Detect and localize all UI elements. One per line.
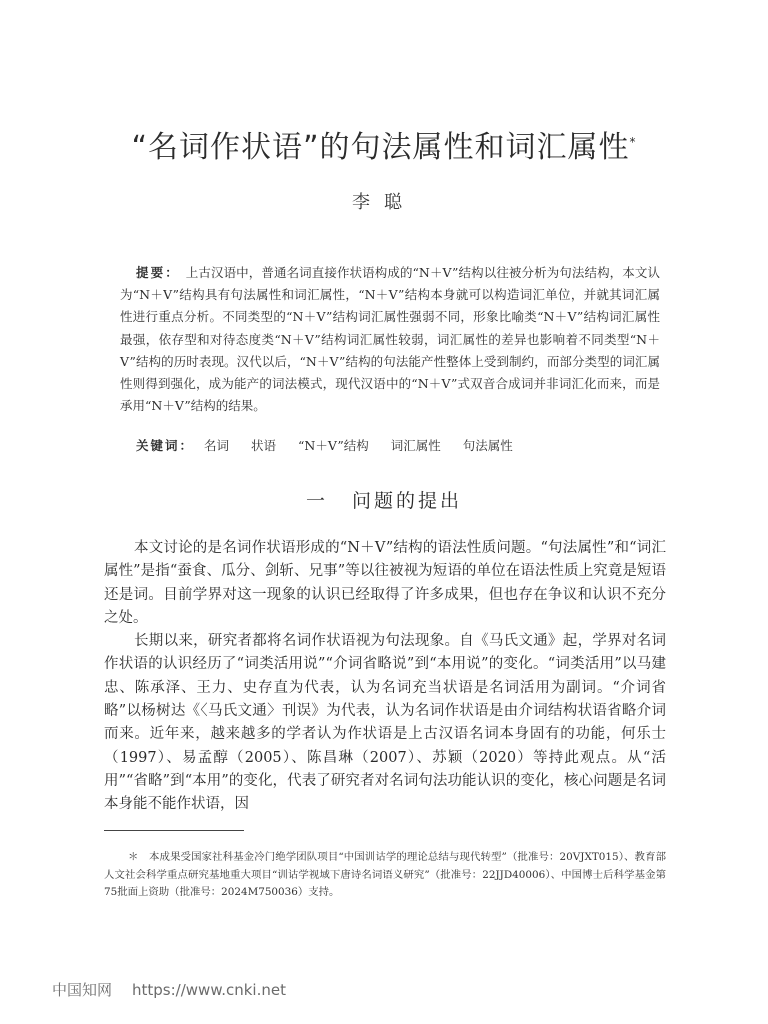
section-number: 一 (305, 490, 328, 512)
keywords-label: 关键词： (136, 438, 195, 453)
footnote-divider (104, 830, 244, 831)
section-heading (0, 486, 768, 513)
abstract-label: 提要： (136, 265, 180, 280)
keywords (136, 436, 660, 456)
abstract (120, 262, 660, 417)
abstract-text: 上古汉语中，普通名词直接作状语构成的“N＋V”结构以往被分析为句法结构，本文认为“N＋V”结构具有句法属性和词汇属性，“N＋V”结构本身就可以构造词汇单位，并就其词汇属性进行重点分析。不同类型的“N＋V”结构词汇属性强弱不同，形象比喻类“N＋V”结构词汇属性最强，依存型和对待态度类“N＋V”结构词汇属性较弱，词汇属性的差异也影响着不同类型“N＋V”结构的历时表现。汉代以后，“N＋V”结构的句法能产性整体上受到制约，而部分类型的词汇属性则得到强化，成为能产的词法模式，现代汉语中的“N＋V”式双音合成词并非词汇化而来，而是承用“N＋V”结构的结果。 (120, 265, 660, 414)
title-footnote-mark: * (629, 135, 637, 149)
watermark-url: https://www.cnki.net (132, 981, 286, 999)
paper-title-text: “名词作状语”的句法属性和词汇属性 (131, 130, 630, 165)
keyword: 词汇属性 (390, 438, 441, 453)
keyword: “N＋V”结构 (298, 438, 369, 453)
keyword: 状语 (251, 438, 277, 453)
body-text (104, 537, 666, 817)
paper-title (0, 122, 768, 166)
paper-author: 李聪 (352, 192, 416, 213)
section-title: 问题的提出 (352, 490, 463, 512)
keyword: 句法属性 (462, 438, 513, 453)
footnote: ＊ 本成果受国家社科基金冷门绝学团队项目“中国训诂学的理论总结与现代转型”（批准号：20VJXT015）、教育部人文社会科学重点研究基地重大项目“训诂学视域下唐诗名词语义研究”（批准号：22JJD40006）、中国博士后科学基金第75批面上资助（批准号：2024M750036）支持。 (104, 851, 666, 898)
watermark-brand: 中国知网 (52, 981, 113, 999)
body-paragraph: 长期以来，研究者都将名词作状语视为句法现象。自《马氏文通》起，学界对名词作状语的认识经历了“词类活用说”“介词省略说”到“本用说”的变化。“词类活用”以马建忠、陈承泽、王力、史存直为代表，认为名词充当状语是名词活用为副词。“介词省略”以杨树达《〈马氏文通〉刊误》为代表，认为名词作状语是由介词结构状语省略介词而来。近年来，越来越多的学者认为作状语是上古汉语名词本身固有的功能，何乐士（1997）、易孟醇（2005）、陈昌琳（2007）、苏颖（2020）等持此观点。从“活用”“省略”到“本用”的变化，代表了研究者对名词句法功能认识的变化，核心问题是名词本身能不能作状语，因 (104, 633, 666, 813)
keyword: 名词 (204, 438, 230, 453)
body-paragraph: 本文讨论的是名词作状语形成的“N＋V”结构的语法性质问题。“句法属性”和“词汇属性”是指“蚕食、瓜分、剑斩、兄事”等以往被视为短语的单位在语法性质上究竟是短语还是词。目前学界对这一现象的认识已经取得了许多成果，但也存在争议和认识不充分之处。 (104, 540, 666, 626)
source-watermark (52, 979, 286, 1000)
